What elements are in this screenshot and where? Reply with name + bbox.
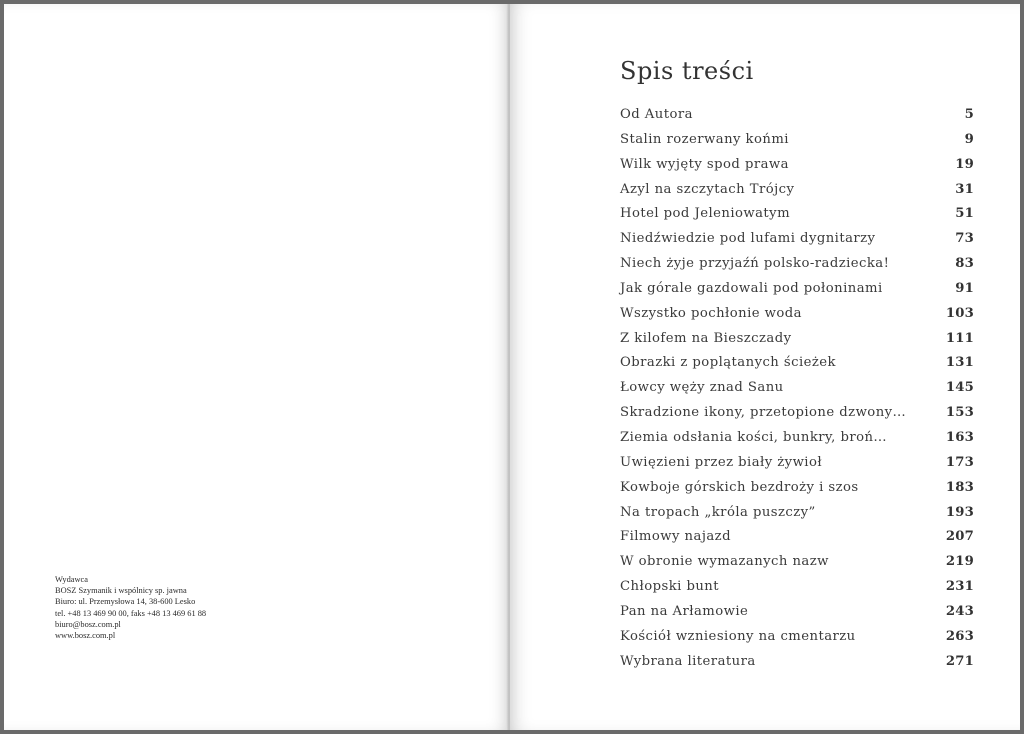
toc-item	[620, 654, 974, 679]
toc-item	[620, 231, 974, 256]
toc-item-label: Łowcy węży znad Sanu	[620, 380, 784, 396]
toc-item	[620, 480, 974, 505]
toc-item-label: Wybrana literatura	[620, 653, 756, 669]
toc-item-label: Chłopski bunt	[620, 579, 719, 595]
toc-item-page: 243	[945, 603, 974, 619]
toc-list	[620, 107, 974, 678]
toc-item-label: Pan na Arłamowie	[620, 603, 749, 619]
imprint-line: biuro@bosz.com.pl	[55, 619, 121, 629]
toc-item	[620, 579, 974, 604]
toc-item-label: Skradzione ikony, przetopione dzwony…	[620, 405, 907, 421]
toc-item-label: Z kilofem na Bieszczady	[620, 330, 792, 346]
toc-item	[620, 405, 974, 430]
imprint-line: Biuro: ul. Przemysłowa 14, 38-600 Lesko	[55, 597, 196, 607]
publisher-imprint	[55, 574, 206, 641]
toc-item-page: 183	[945, 479, 974, 495]
toc-item-label: Stalin rozerwany końmi	[620, 131, 789, 147]
toc-item-page: 219	[945, 554, 974, 570]
toc-item	[620, 281, 974, 306]
toc-item	[620, 380, 974, 405]
toc-item-page: 231	[945, 579, 974, 595]
toc-item	[620, 206, 974, 231]
toc-item-label: W obronie wymazanych nazw	[620, 554, 829, 570]
toc-item	[620, 604, 974, 629]
imprint-line: BOSZ Szymanik i wspólnicy sp. jawna	[55, 586, 187, 596]
toc-item-label: Wszystko pochłonie woda	[620, 305, 802, 321]
toc-item	[620, 331, 974, 356]
toc-item	[620, 455, 974, 480]
toc-item-label: Od Autora	[620, 107, 693, 122]
toc-item-label: Uwięzieni przez biały żywioł	[620, 454, 823, 470]
left-page	[4, 4, 508, 730]
toc-item-page: 9	[964, 131, 974, 147]
toc-item-label: Filmowy najazd	[620, 529, 731, 545]
toc-item-label: Azyl na szczytach Trójcy	[620, 181, 795, 197]
toc-item-page: 263	[945, 628, 974, 644]
toc-item-label: Obrazki z poplątanych ścieżek	[620, 355, 836, 371]
toc-item-page: 91	[955, 280, 974, 296]
toc-item	[620, 430, 974, 455]
toc-item	[620, 505, 974, 530]
toc-item	[620, 132, 974, 157]
toc-item-page: 271	[945, 653, 974, 669]
toc-item-page: 131	[945, 355, 974, 371]
toc-item-page: 163	[945, 429, 974, 445]
toc-item-label: Niech żyje przyjaźń polsko-radziecka!	[620, 256, 890, 272]
toc-item	[620, 355, 974, 380]
toc-item	[620, 554, 974, 579]
toc-item-page: 153	[945, 405, 974, 421]
imprint-line: Wydawca	[55, 575, 88, 584]
toc-item-page: 51	[955, 206, 974, 222]
toc-item-page: 145	[945, 380, 974, 396]
imprint-line: tel. +48 13 469 90 00, faks +48 13 469 61 88	[55, 608, 207, 618]
toc-item	[620, 182, 974, 207]
toc-item-page: 103	[945, 305, 974, 321]
toc-item-label: Jak górale gazdowali pod połoninami	[620, 280, 883, 296]
toc-item-page: 5	[964, 107, 974, 122]
toc-item-label: Na tropach „króla puszczy”	[620, 504, 816, 520]
toc-item	[620, 529, 974, 554]
toc-item-page: 31	[955, 181, 974, 197]
toc-item-label: Hotel pod Jeleniowatym	[620, 206, 791, 222]
toc-title: Spis treści	[620, 57, 754, 85]
right-page	[510, 4, 1020, 730]
toc-item-page: 173	[945, 454, 974, 470]
toc-item	[620, 157, 974, 182]
toc-item-label: Wilk wyjęty spod prawa	[620, 156, 789, 172]
toc-item	[620, 306, 974, 331]
toc-item	[620, 107, 974, 132]
toc-item-label: Ziemia odsłania kości, bunkry, broń…	[620, 429, 888, 445]
toc-item-label: Kościół wzniesiony na cmentarzu	[620, 628, 856, 644]
toc-item-page: 111	[945, 330, 974, 346]
toc-item-page: 73	[955, 231, 974, 247]
toc-item-page: 19	[955, 156, 974, 172]
toc-item-label: Kowboje górskich bezdroży i szos	[620, 479, 859, 495]
toc-item-page: 207	[945, 529, 974, 545]
imprint-line: www.bosz.com.pl	[55, 631, 116, 641]
book-spread	[4, 4, 1020, 730]
toc-item	[620, 629, 974, 654]
toc-item-page: 83	[955, 256, 974, 272]
toc-item-label: Niedźwiedzie pod lufami dygnitarzy	[620, 231, 876, 247]
toc-item	[620, 256, 974, 281]
toc-item-page: 193	[945, 504, 974, 520]
